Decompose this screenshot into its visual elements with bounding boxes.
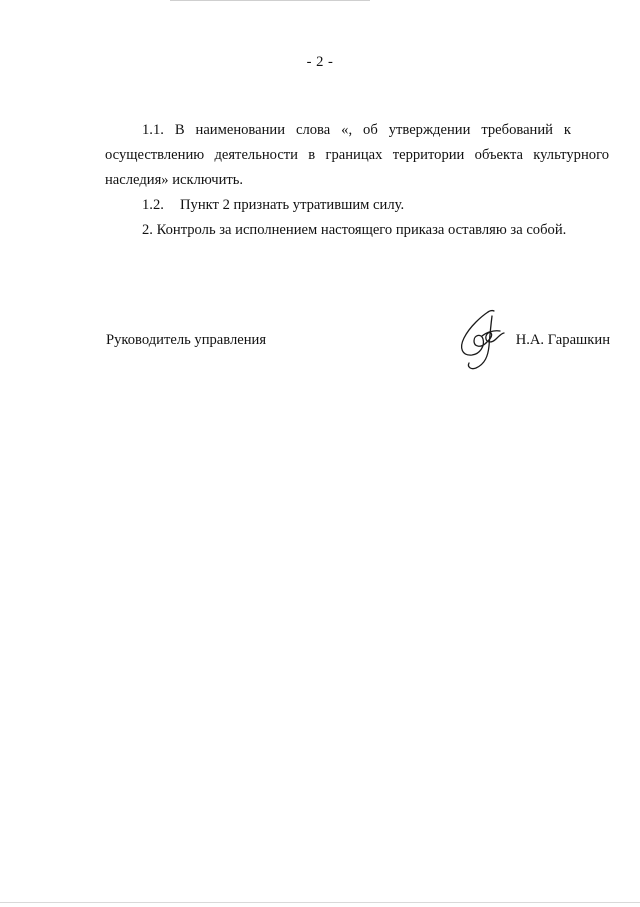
paragraph-1-1 bbox=[105, 118, 609, 193]
paragraph-1-1-first-line: 1.1. В наименовании слова «, об утверждении требований к bbox=[142, 122, 572, 138]
paragraph-2: 2. Контроль за исполнением настоящего приказа оставляю за собой. bbox=[142, 222, 567, 238]
signer-position: Руководитель управления bbox=[106, 332, 267, 348]
signature-block bbox=[106, 328, 610, 353]
page-number: - 2 - bbox=[306, 54, 334, 70]
page-bottom-edge bbox=[0, 902, 640, 903]
signer-name: Н.А. Гарашкин bbox=[515, 332, 610, 348]
handwritten-signature bbox=[452, 306, 512, 372]
document-body bbox=[105, 118, 609, 243]
page-top-edge bbox=[170, 0, 370, 1]
paragraph-1-2-number: 1.2. bbox=[142, 197, 164, 213]
paragraph-1-2-text: Пункт 2 признать утратившим силу. bbox=[180, 197, 405, 213]
paragraph-1-2 bbox=[105, 193, 609, 218]
paragraph-1-1-continuation: осуществлению деятельности в границах территории объекта культурного наследия» исключить. bbox=[105, 147, 609, 188]
